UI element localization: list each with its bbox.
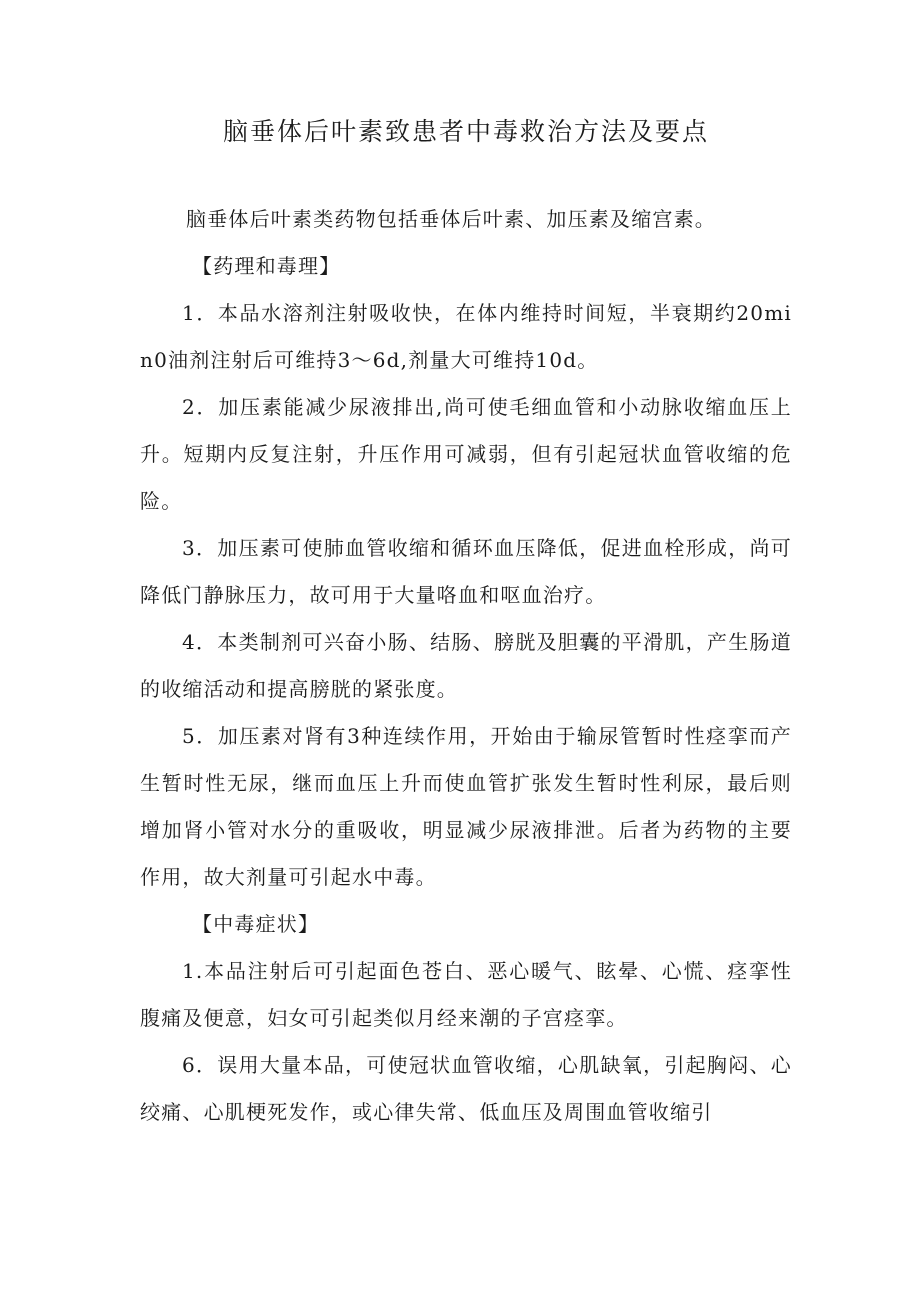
pharmacology-item-3: 3．加压素可使肺血管收缩和循环血压降低，促进血栓形成，尚可降低门静脉压力，故可用于大量咯血和呕血治疗。 [140, 536, 792, 607]
section-heading-pharmacology: 【药理和毒理】 [192, 254, 341, 278]
intro-paragraph: 脑垂体后叶素类药物包括垂体后叶素、加压素及缩宫素。 [186, 207, 716, 231]
section-heading-symptoms: 【中毒症状】 [192, 912, 320, 936]
document-title: 脑垂体后叶素致患者中毒救治方法及要点 [222, 117, 709, 146]
symptom-item-1: 1.本品注射后可引起面色苍白、恶心暖气、眩晕、心慌、痉挛性腹痛及便意，妇女可引起类似月经来潮的子宫痉挛。 [140, 959, 792, 1030]
pharmacology-item-4: 4．本类制剂可兴奋小肠、结肠、膀胱及胆囊的平滑肌，产生肠道的收缩活动和提高膀胱的紧张度。 [140, 630, 792, 701]
pharmacology-item-5: 5．加压素对肾有3种连续作用，开始由于输尿管暂时性痉挛而产生暂时性无尿，继而血压上升而使血管扩张发生暂时性利尿，最后则增加肾小管对水分的重吸收，明显减少尿液排泄。后者为药物的主要作用，故大剂量可引起水中毒。 [140, 724, 792, 889]
symptom-item-6: 6．误用大量本品，可使冠状血管收缩，心肌缺氧，引起胸闷、心绞痛、心肌梗死发作，或心律失常、低血压及周围血管收缩引 [140, 1053, 792, 1124]
pharmacology-item-1: 1．本品水溶剂注射吸收快，在体内维持时间短，半衰期约20min0油剂注射后可维持3～6d,剂量大可维持10d。 [140, 301, 792, 372]
pharmacology-item-2: 2．加压素能减少尿液排出,尚可使毛细血管和小动脉收缩血压上升。短期内反复注射，升压作用可减弱，但有引起冠状血管收缩的危险。 [140, 395, 792, 513]
